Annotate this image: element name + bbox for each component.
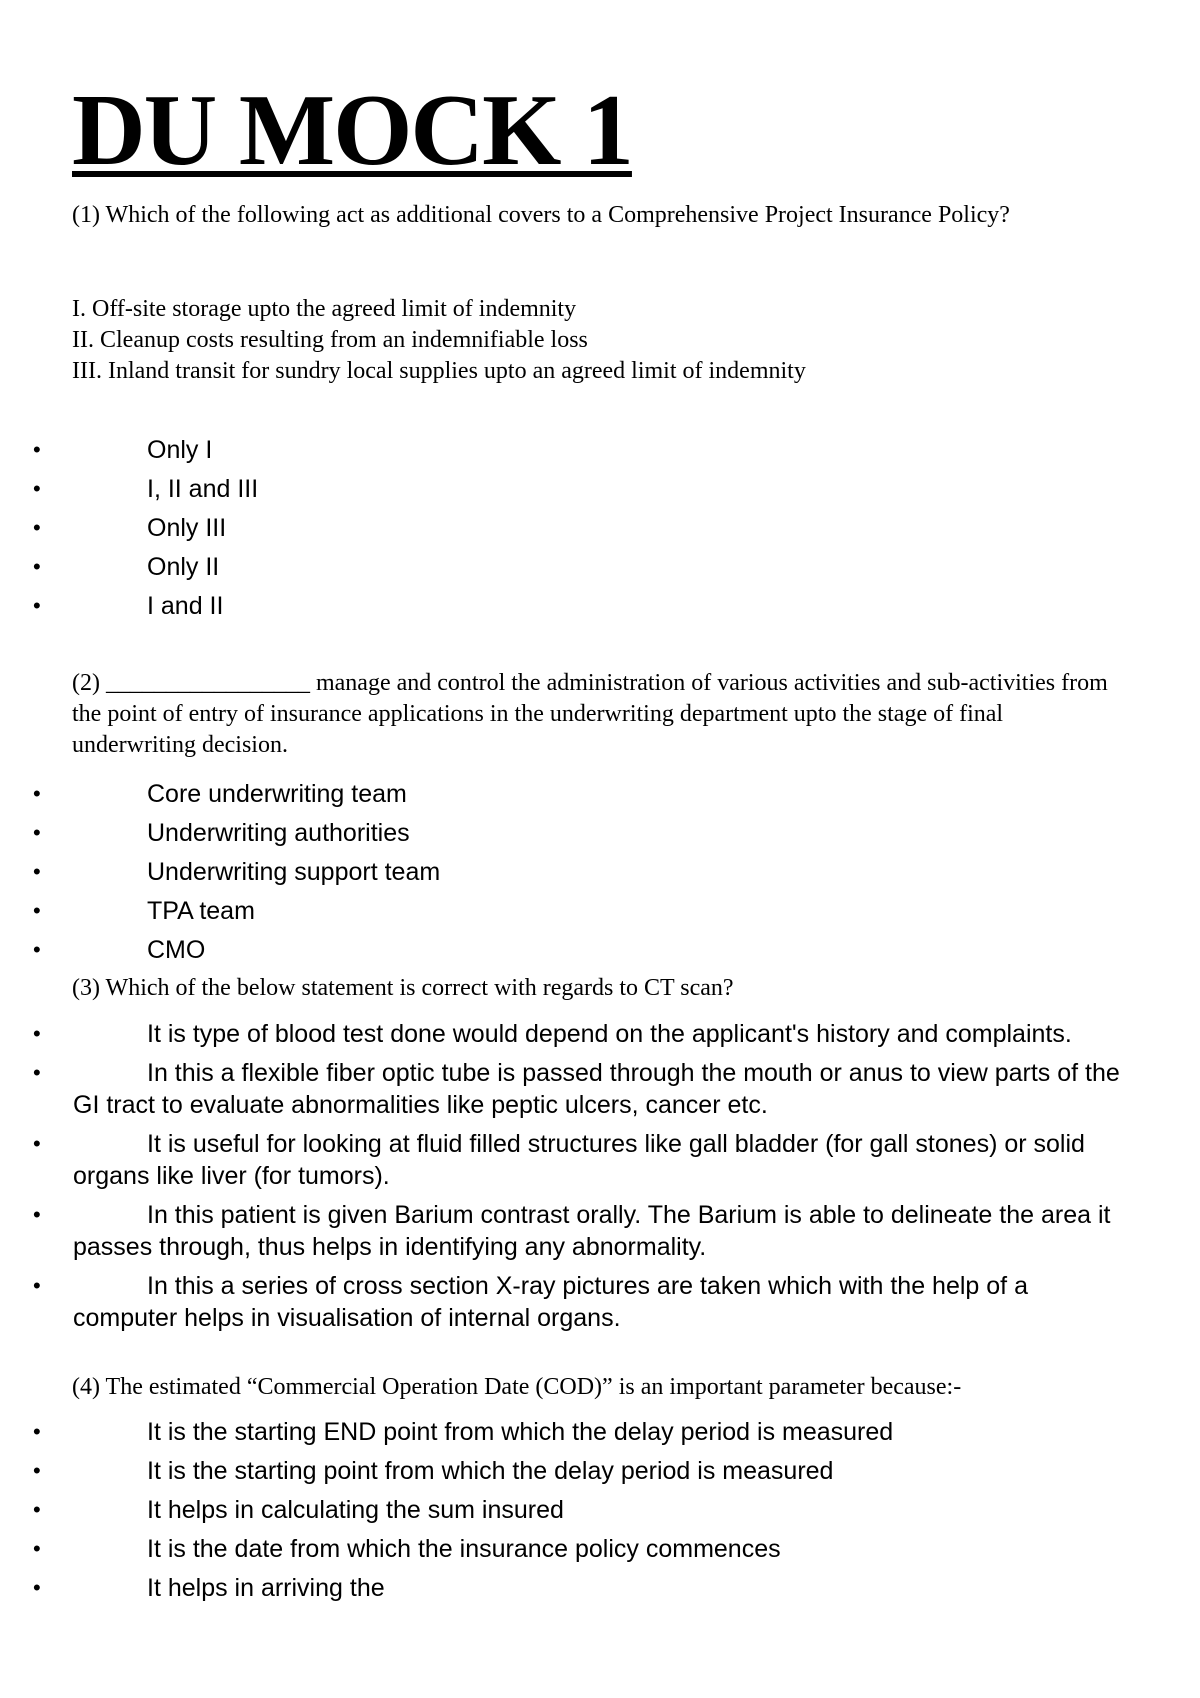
bullet-icon: •: [33, 1060, 41, 1085]
bullet-icon: •: [33, 1419, 41, 1444]
bullet-icon: •: [33, 515, 41, 540]
option-item[interactable]: [0, 1128, 1123, 1192]
option-item[interactable]: [0, 1494, 1123, 1526]
option-item[interactable]: [0, 1270, 1123, 1334]
option-item[interactable]: [0, 551, 1123, 583]
question-1-options: [0, 434, 1200, 622]
option-item[interactable]: [0, 895, 1123, 927]
bullet-icon: •: [33, 1021, 41, 1046]
statement: II. Cleanup costs resulting from an indemnifiable loss: [72, 327, 588, 353]
option-label: It is the date from which the insurance policy commences: [147, 1535, 781, 1563]
option-label: It is type of blood test done would depend on the applicant's history and complaints.: [147, 1020, 1072, 1048]
bullet-icon: •: [33, 1497, 41, 1522]
question-4-prompt: (4) The estimated “Commercial Operation Date (COD)” is an important parameter because:-: [72, 1374, 962, 1400]
option-item[interactable]: [0, 1199, 1123, 1263]
option-item[interactable]: [0, 1416, 1123, 1448]
statement: I. Off-site storage upto the agreed limit of indemnity: [72, 296, 577, 322]
option-item[interactable]: [0, 1572, 1123, 1604]
option-label: Underwriting authorities: [147, 819, 410, 847]
bullet-icon: •: [33, 820, 41, 845]
bullet-icon: •: [33, 937, 41, 962]
option-label: In this a series of cross section X-ray pictures are taken which with the help of a computer helps in visualisation of internal organs.: [73, 1272, 1028, 1332]
question-3-prompt: (3) Which of the below statement is correct with regards to CT scan?: [72, 975, 734, 1001]
option-label: It is the starting point from which the delay period is measured: [147, 1457, 834, 1485]
option-item[interactable]: [0, 1533, 1123, 1565]
question-2-options: [0, 778, 1200, 966]
option-label: I and II: [147, 592, 224, 620]
option-label: Core underwriting team: [147, 780, 407, 808]
bullet-icon: •: [33, 593, 41, 618]
option-item[interactable]: [0, 1018, 1123, 1050]
bullet-icon: •: [33, 1458, 41, 1483]
bullet-icon: •: [33, 437, 41, 462]
bullet-icon: •: [33, 1575, 41, 1600]
option-item[interactable]: [0, 434, 1123, 466]
option-item[interactable]: [0, 934, 1123, 966]
question-2-prompt: (2) _________________ manage and control the administration of various activities and sub-activities from the point of entry of insurance applications in the underwriting department upto the stage of final underwriting decision.: [72, 670, 1108, 758]
statement: III. Inland transit for sundry local supplies upto an agreed limit of indemnity: [72, 358, 806, 384]
option-label: It is the starting END point from which the delay period is measured: [147, 1418, 894, 1446]
bullet-icon: •: [33, 1202, 41, 1227]
option-label: TPA team: [147, 897, 255, 925]
option-label: Only II: [147, 553, 220, 581]
bullet-icon: •: [33, 781, 41, 806]
option-item[interactable]: [0, 778, 1123, 810]
option-item[interactable]: [0, 512, 1123, 544]
option-item[interactable]: [0, 1057, 1123, 1121]
option-label: Only III: [147, 514, 227, 542]
bullet-icon: •: [33, 1273, 41, 1298]
option-label: In this patient is given Barium contrast orally. The Barium is able to delineate the area it passes through, thus helps in identifying any abnormality.: [73, 1201, 1111, 1261]
question-3-options: [0, 1018, 1200, 1334]
question-4-options: [0, 1416, 1200, 1604]
bullet-icon: •: [33, 1536, 41, 1561]
option-label: I, II and III: [147, 475, 259, 503]
question-1-statements: [72, 294, 1122, 387]
question-1-prompt: (1) Which of the following act as additional covers to a Comprehensive Project Insurance Policy?: [72, 202, 1010, 228]
option-item[interactable]: [0, 817, 1123, 849]
bullet-icon: •: [33, 1131, 41, 1156]
option-item[interactable]: [0, 590, 1123, 622]
option-item[interactable]: [0, 1455, 1123, 1487]
option-label: It helps in calculating the sum insured: [147, 1496, 564, 1524]
option-label: It is useful for looking at fluid filled structures like gall bladder (for gall stones) or solid organs like liver (for tumors).: [73, 1130, 1085, 1190]
option-label: Only I: [147, 436, 213, 464]
bullet-icon: •: [33, 554, 41, 579]
bullet-icon: •: [33, 898, 41, 923]
option-item[interactable]: [0, 856, 1123, 888]
option-label: Underwriting support team: [147, 858, 441, 886]
bullet-icon: •: [33, 859, 41, 884]
option-label: It helps in arriving the: [147, 1574, 385, 1602]
option-item[interactable]: [0, 473, 1123, 505]
option-label: In this a flexible fiber optic tube is passed through the mouth or anus to view parts of the GI tract to evaluate abnormalities like peptic ulcers, cancer etc.: [73, 1059, 1120, 1119]
option-label: CMO: [147, 936, 206, 964]
document-title: DU MOCK 1: [72, 74, 632, 187]
bullet-icon: •: [33, 476, 41, 501]
